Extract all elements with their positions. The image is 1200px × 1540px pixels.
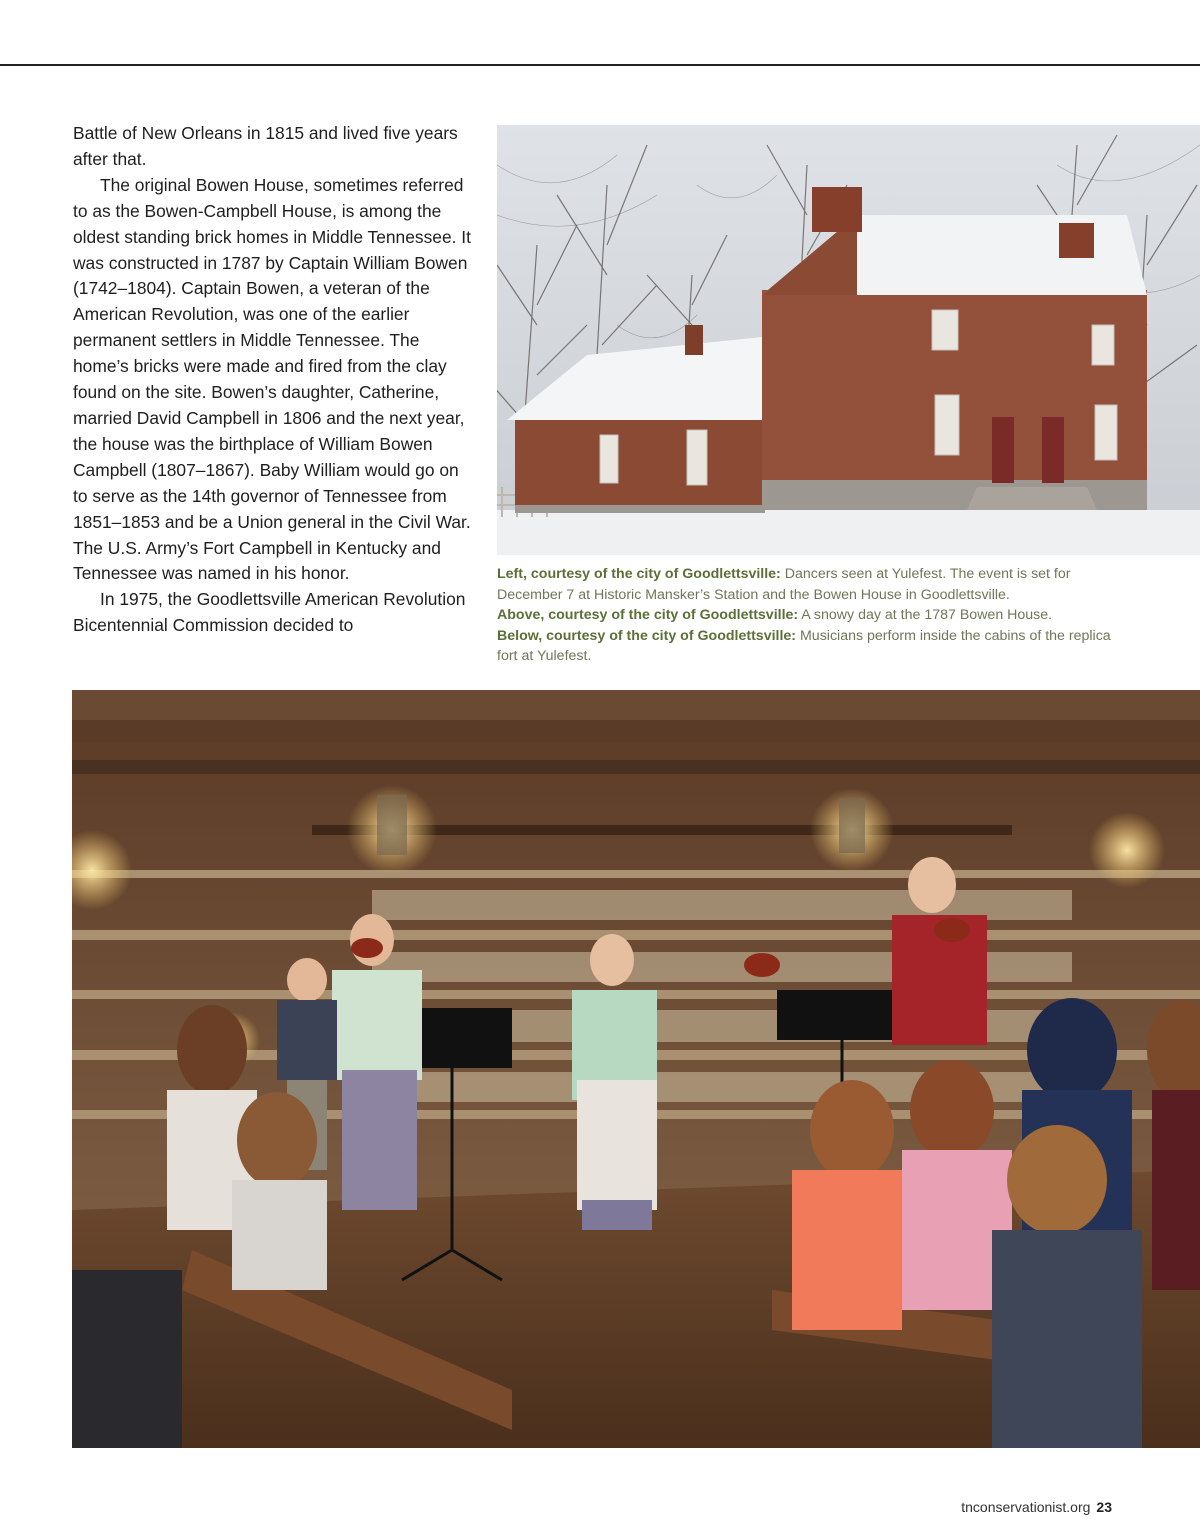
caption-lead: Below, courtesy of the city of Goodlettsville: xyxy=(497,627,797,644)
caption-above xyxy=(497,605,1117,626)
body-paragraph: In 1975, the Goodlettsville American Revolution Bicentennial Commission decided to xyxy=(73,589,466,636)
article-body xyxy=(73,121,473,639)
body-paragraph: The original Bowen House, sometimes referred to as the Bowen-Campbell House, is among the oldest standing brick homes in Middle Tennessee. It was constructed in 1787 by Captain William Bowen (1742–1804). Captain Bowen, a veteran of the American Revolution, was one of the earlier permanent settlers in Middle Tennessee. The home’s bricks were made and fired from the clay found on the site. Bowen’s daughter, Catherine, married David Campbell in 1806 and the next year, the house was the birthplace of William Bowen Campbell (1807–1867). Baby William would go on to serve as the 14th governor of Tennessee from 1851–1853 and be a Union general in the Civil War. The U.S. Army’s Fort Campbell in Kentucky and Tennessee was named in his honor. xyxy=(73,174,471,584)
page-footer xyxy=(961,1499,1112,1515)
caption-lead: Above, courtesy of the city of Goodlettsville: xyxy=(497,607,799,624)
caption-text: A snowy day at the 1787 Bowen House. xyxy=(798,607,1053,624)
caption-text: Dancers seen at Yulefest. The event is set for December 7 at Historic Mansker’s Station and the Bowen House in Goodlettsville. xyxy=(497,566,1071,603)
footer-site: tnconservationist.org xyxy=(961,1499,1091,1515)
caption-below xyxy=(497,626,1117,667)
musicians-photo xyxy=(72,690,1200,1448)
photo-captions xyxy=(497,564,1117,667)
caption-lead: Left, courtesy of the city of Goodlettsville: xyxy=(497,566,781,582)
page-number: 23 xyxy=(1096,1499,1112,1515)
caption-text: Musicians perform inside the cabins of the replica fort at Yulefest. xyxy=(497,627,1111,665)
body-paragraph: Battle of New Orleans in 1815 and lived five years after that. xyxy=(73,123,458,169)
bowen-house-photo xyxy=(497,125,1200,555)
caption-left xyxy=(497,564,1117,605)
header-rule xyxy=(0,64,1200,66)
